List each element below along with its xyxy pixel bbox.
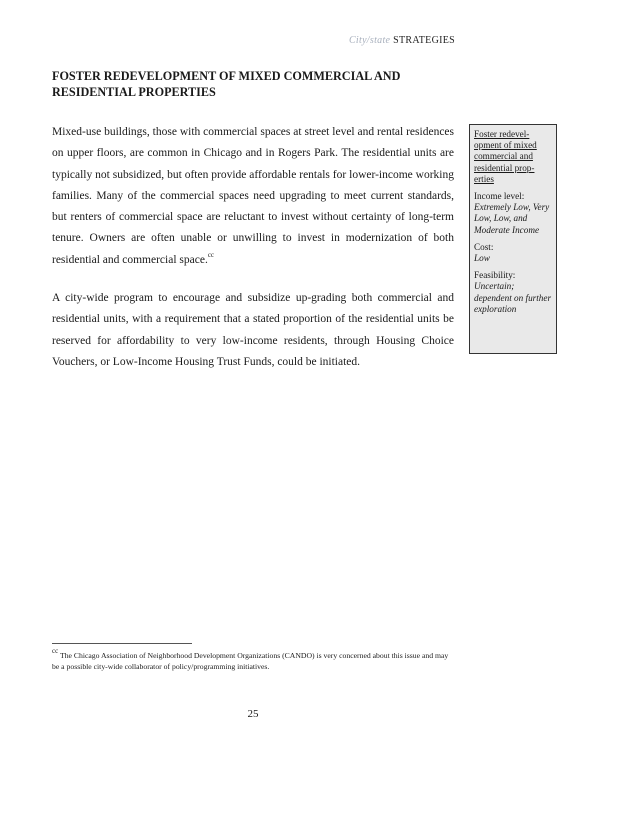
footnote-text: The Chicago Association of Neighborhood Development Organizations (CANDO) is very concerned about this issue and may be a possible city-wide collaborator of policy/programming initiatives. <box>52 651 449 671</box>
header-section-text: STRATEGIES <box>393 35 455 46</box>
footnote-reference[interactable]: cc <box>207 250 215 259</box>
page-number: 25 <box>247 708 259 720</box>
header-muted-text: City/state <box>348 35 391 46</box>
body-paragraph-2: A city-wide program to encourage and subsidize up-grading both commercial and residential units, with a requirement that a stated proportion of the residential units be reserved for affordability to very low-income residents, through Housing Choice Vouchers, or Low-Income Housing Trust Funds, could be initiated. <box>52 292 454 368</box>
sidebar-summary-box <box>469 124 557 354</box>
sidebar-income-value: Extremely Low, Very Low, Low, and Moderate Income <box>474 202 550 235</box>
sidebar-feasibility <box>474 270 552 315</box>
sidebar-cost-label: Cost: <box>474 241 494 252</box>
section-title-line-1: FOSTER REDEVELOPMENT OF MIXED COMMERCIAL AND <box>52 69 401 83</box>
footnote-marker: cc <box>52 647 59 656</box>
running-header <box>349 35 455 46</box>
sidebar-income <box>474 191 552 236</box>
sidebar-cost-value: Low <box>474 253 490 264</box>
sidebar-lead: Foster redevel-opment of mixed commercial and residential prop-erties <box>474 129 537 184</box>
sidebar-feasibility-label: Feasibility: <box>474 270 516 281</box>
sidebar-feasibility-value: Uncertain; dependent on further exploration <box>474 281 552 314</box>
footnote <box>52 647 454 672</box>
section-title-line-2: RESIDENTIAL PROPERTIES <box>52 85 216 99</box>
body-paragraph-1-text: Mixed-use buildings, those with commercial spaces at street level and rental residences on upper floors, are common in Chicago and in Rogers Park. The residential units are typically not subsidized, but often provide affordable rentals for lower-income working families. Many of the commercial spaces need upgrading to meet current standards, but renters of commercial space are reluctant to invest without certainty of long-term tenure. Owners are often unable or unwilling to invest in modernization of both residential and commercial space. <box>52 126 454 266</box>
sidebar-cost <box>474 242 552 264</box>
body-paragraph-1 <box>52 122 454 271</box>
section-title <box>52 68 452 100</box>
sidebar-income-label: Income level: <box>474 191 525 202</box>
footnote-divider <box>52 643 192 644</box>
